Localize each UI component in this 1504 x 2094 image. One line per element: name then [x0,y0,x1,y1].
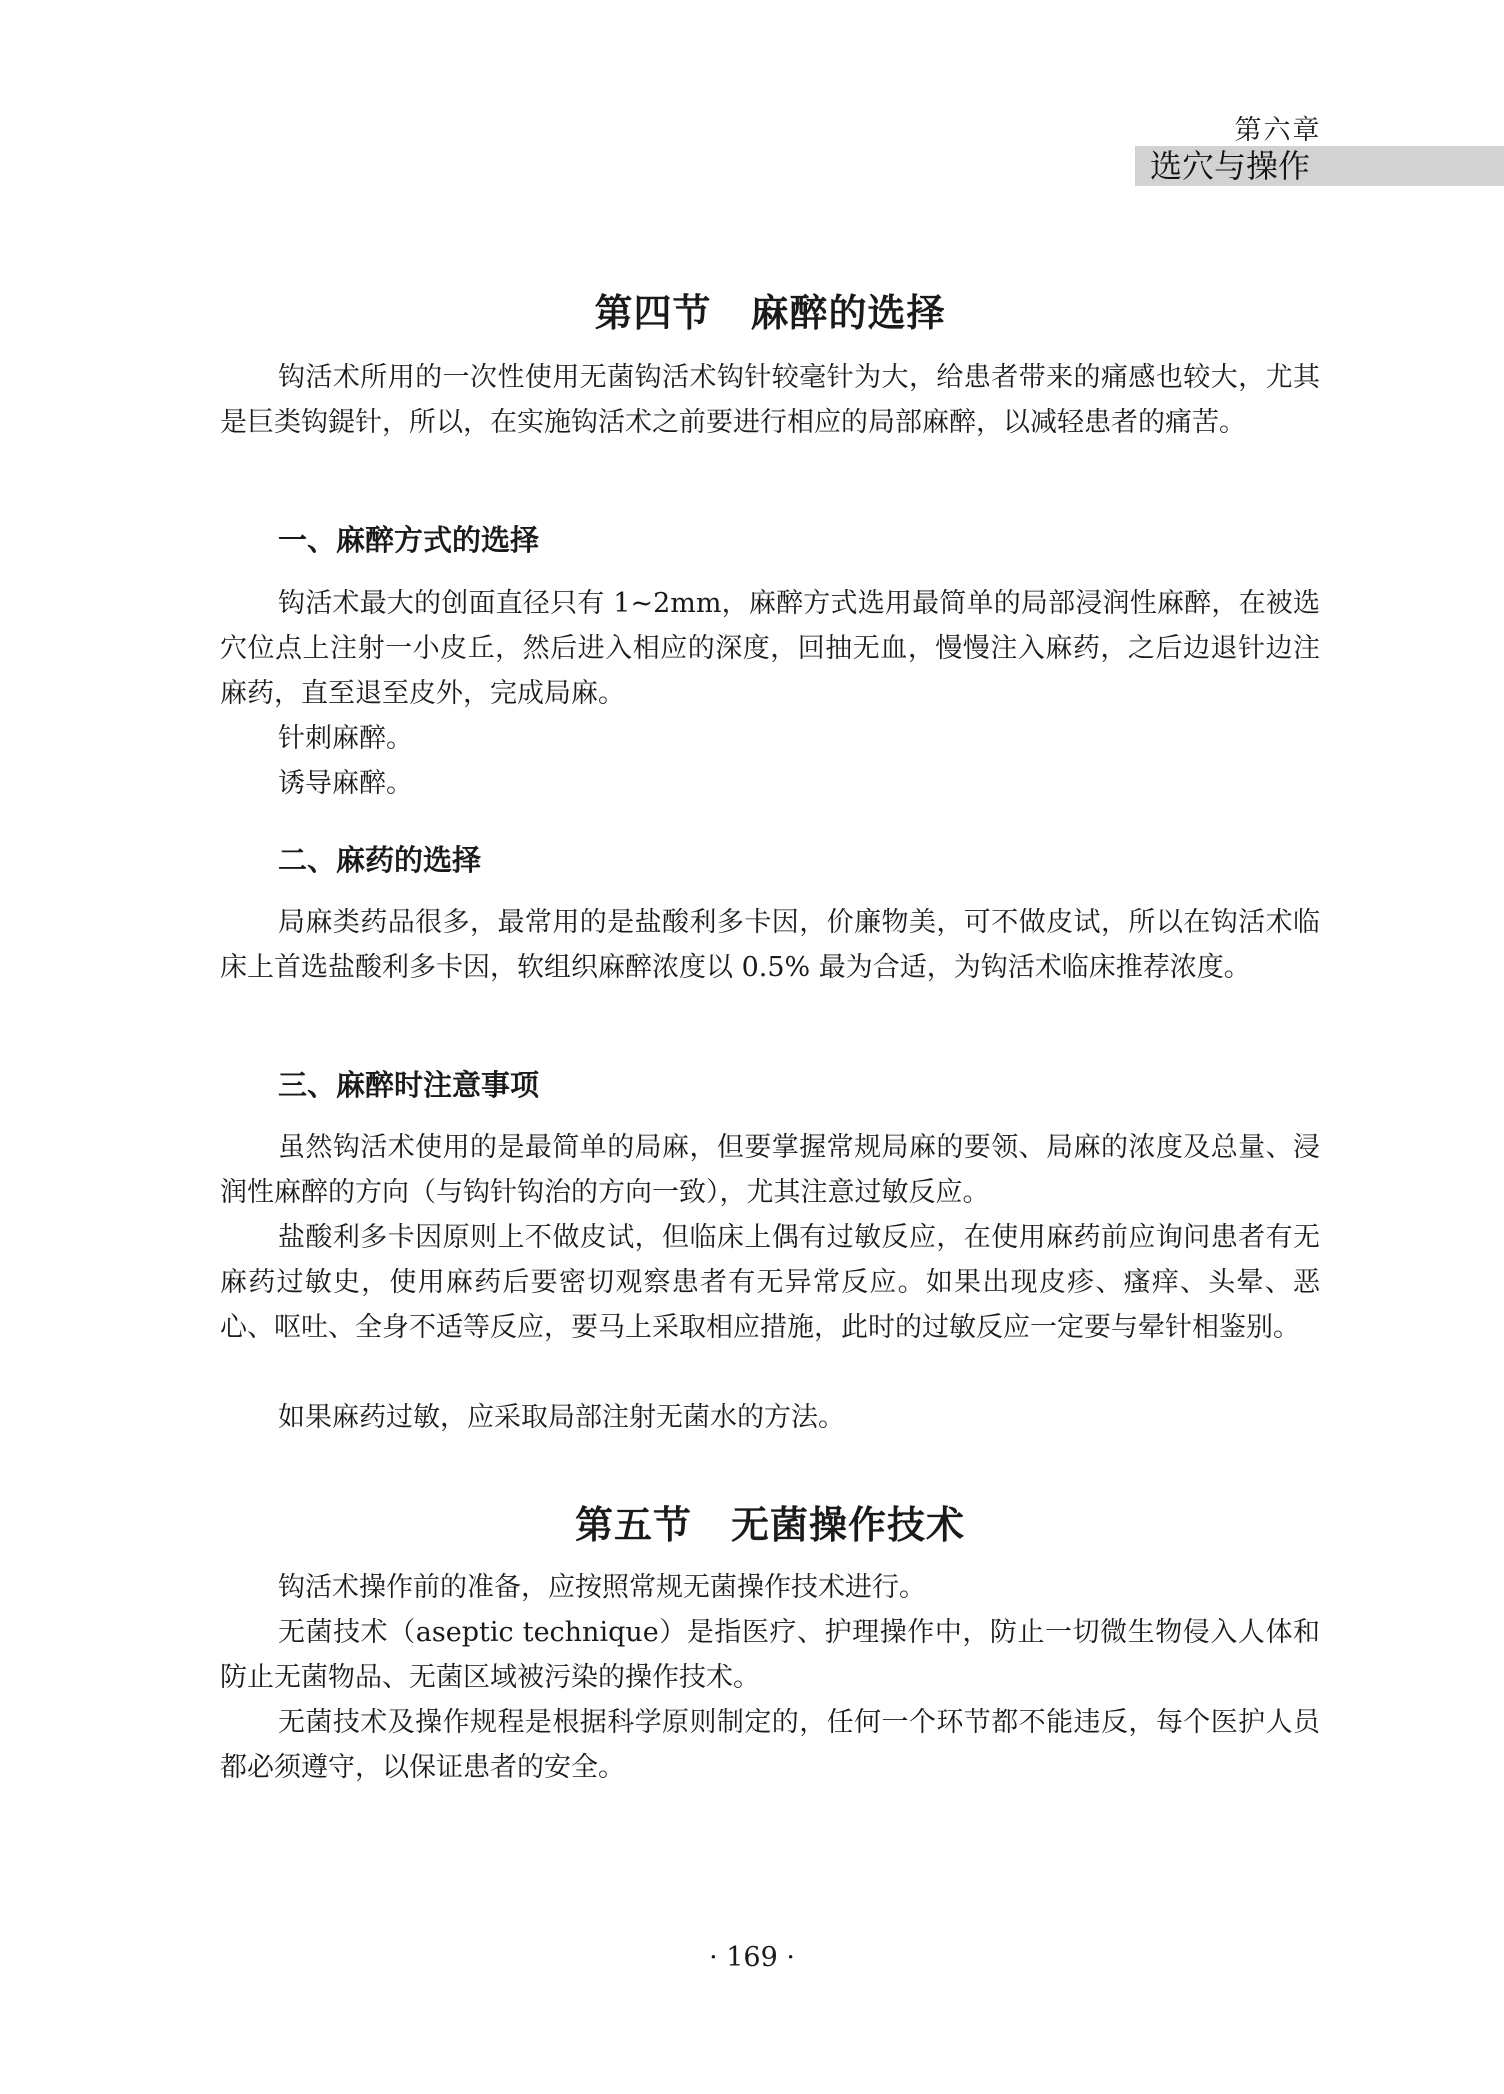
chapter-title: 选穴与操作 [1150,147,1311,185]
section-5-paragraph-2: 无菌技术（aseptic technique）是指医疗、护理操作中，防止一切微生物侵入人体和防止无菌物品、无菌区域被污染的操作技术。 [220,1617,1320,1693]
section-5-paragraph-1: 钩活术操作前的准备，应按照常规无菌操作技术进行。 [278,1572,926,1603]
subsection-3-paragraph-2: 盐酸利多卡因原则上不做皮试，但临床上偶有过敏反应，在使用麻药前应询问患者有无麻药过敏史，使用麻药后要密切观察患者有无异常反应。如果出现皮疹、瘙痒、头晕、恶心、呕吐、全身不适等反应，要马上采取相应措施，此时的过敏反应一定要与晕针相鉴别。 [220,1222,1320,1343]
section-5-paragraph-3: 无菌技术及操作规程是根据科学原则制定的，任何一个环节都不能违反，每个医护人员都必须遵守，以保证患者的安全。 [220,1707,1320,1783]
subsection-1-heading: 一、麻醉方式的选择 [278,523,540,557]
subsection-2-paragraph-1: 局麻类药品很多，最常用的是盐酸利多卡因，价廉物美，可不做皮试，所以在钩活术临床上首选盐酸利多卡因，软组织麻醉浓度以 0.5% 最为合适，为钩活术临床推荐浓度。 [220,907,1320,983]
subsection-2-heading: 二、麻药的选择 [278,843,482,877]
subsection-1-paragraph-1: 钩活术最大的创面直径只有 1~2mm，麻醉方式选用最简单的局部浸润性麻醉，在被选穴位点上注射一小皮丘，然后进入相应的深度，回抽无血，慢慢注入麻药，之后边退针边注麻药，直至退至皮外，完成局麻。 [220,588,1320,709]
subsection-3-paragraph-1: 虽然钩活术使用的是最简单的局麻，但要掌握常规局麻的要领、局麻的浓度及总量、浸润性麻醉的方向（与钩针钩治的方向一致），尤其注意过敏反应。 [220,1132,1320,1208]
chapter-label: 第六章 [1234,115,1322,146]
section-5-title: 第五节 无菌操作技术 [574,1502,965,1547]
page-number: · 169 · [709,1942,795,1973]
section-4-title: 第四节 麻醉的选择 [594,290,946,335]
subsection-1-paragraph-2: 针刺麻醉。 [278,723,413,754]
subsection-1-paragraph-3: 诱导麻醉。 [278,768,413,799]
section-4-intro: 钩活术所用的一次性使用无菌钩活术钩针较毫针为大，给患者带来的痛感也较大，尤其是巨类钩鍉针，所以，在实施钩活术之前要进行相应的局部麻醉，以减轻患者的痛苦。 [220,362,1320,438]
subsection-3-heading: 三、麻醉时注意事项 [278,1068,540,1102]
subsection-3-paragraph-3: 如果麻药过敏，应采取局部注射无菌水的方法。 [278,1402,845,1433]
